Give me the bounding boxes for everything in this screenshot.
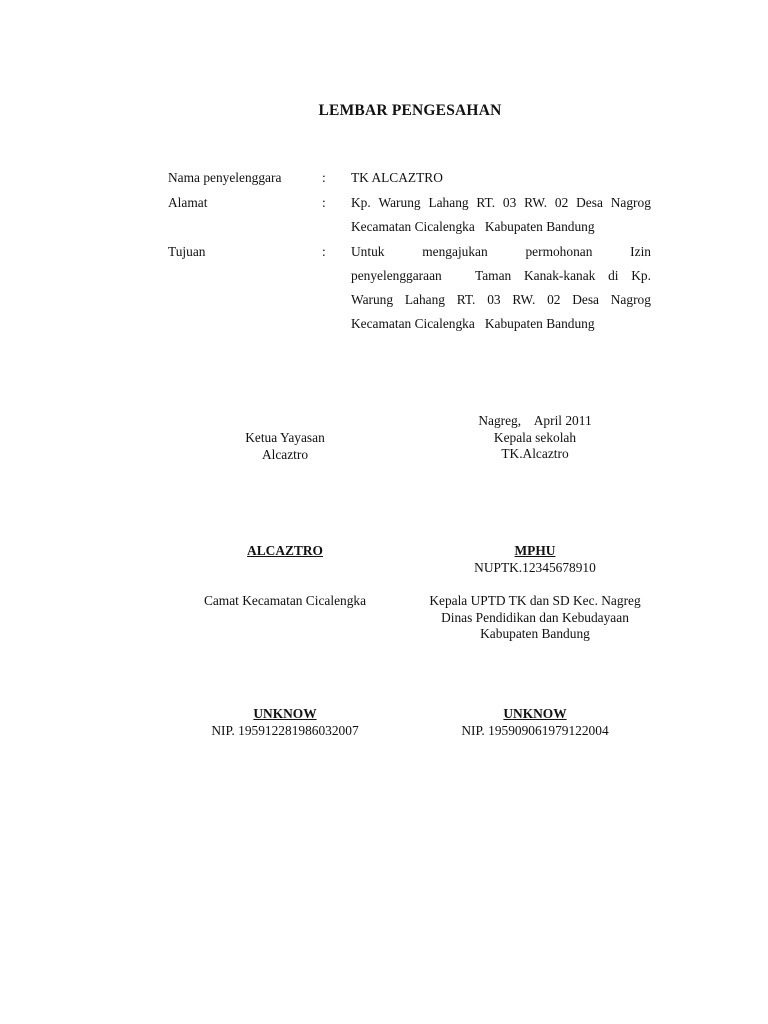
word: RT. (476, 195, 496, 210)
word: 03 (487, 292, 501, 307)
word: Kanak-kanak (523, 268, 596, 283)
role-line: Alcaztro (261, 446, 309, 462)
word: 03 (502, 195, 517, 210)
justified-line (351, 244, 651, 260)
signatory-name-camat (185, 706, 385, 739)
field-value-organizer: TK ALCAZTRO (351, 170, 443, 185)
word: Kp. (351, 195, 371, 210)
role-line: Dinas Pendidikan dan Kebudayaan (441, 609, 629, 625)
word: Nagrog (610, 292, 651, 307)
word: 02 (554, 195, 569, 210)
role-line: TK.Alcaztro (501, 446, 569, 461)
justified-line (351, 195, 651, 211)
field-label-purpose: Tujuan (168, 244, 206, 259)
role-line: Ketua Yayasan (245, 430, 325, 445)
word: mengajukan (422, 244, 488, 259)
word: Izin (630, 244, 651, 259)
signatory-name: MPHU (514, 543, 556, 558)
word: Lahang (428, 195, 469, 210)
word: Kp. (631, 268, 651, 283)
word: RT. (456, 292, 476, 307)
field-colon: : (322, 170, 326, 185)
signature-block-uptd (420, 593, 650, 643)
document-title: LEMBAR PENGESAHAN (318, 102, 502, 119)
word: Desa (572, 292, 599, 307)
field-label-address: Alamat (168, 195, 208, 210)
role-line: Camat Kecamatan Cicalengka (203, 593, 367, 608)
field-value-purpose-line-4 (351, 316, 651, 332)
signature-block-headmaster (420, 413, 650, 463)
field-value-purpose-line-1 (351, 244, 651, 260)
word: permohonan (525, 244, 593, 259)
signatory-name-chairman (185, 543, 385, 560)
word: Warung (351, 292, 394, 307)
phrase (475, 268, 651, 284)
signatory-name-headmaster (420, 543, 650, 576)
word: RW. (512, 292, 536, 307)
word: RW. (524, 195, 548, 210)
word: Warung (378, 195, 421, 210)
word: Nagrog (610, 195, 651, 210)
field-label-organizer: Nama penyelenggara (168, 170, 282, 185)
word: Untuk (351, 244, 385, 259)
field-value-purpose-line-2 (351, 268, 651, 284)
word: 02 (547, 292, 561, 307)
purpose-line-4-text: Kecamatan Cicalengka Kabupaten Bandung (351, 316, 595, 331)
word: penyelenggaraan (351, 268, 442, 283)
signatory-name: ALCAZTRO (247, 543, 323, 558)
signatory-name: UNKNOW (503, 706, 567, 721)
justified-line (351, 268, 651, 284)
field-value-address-line-1 (351, 195, 651, 211)
justified-line (351, 292, 651, 308)
place-date: Nagreg, April 2011 (478, 413, 592, 428)
signatory-name-uptd (420, 706, 650, 739)
word: Lahang (404, 292, 445, 307)
role-line: Kabupaten Bandung (480, 626, 590, 641)
signature-block-chairman (185, 430, 385, 463)
field-value-address-line-2 (351, 219, 651, 235)
signature-block-camat (185, 593, 385, 610)
role-line: Kepala sekolah (493, 429, 577, 445)
field-value-purpose-line-3 (351, 292, 651, 308)
signatory-name: UNKNOW (253, 706, 317, 721)
field-colon: : (322, 244, 326, 259)
word: Desa (576, 195, 603, 210)
signatory-id: NIP. 195912281986032007 (211, 722, 359, 738)
address-line-2-text: Kecamatan Cicalengka Kabupaten Bandung (351, 219, 595, 234)
signatory-id: NIP. 195909061979122004 (461, 722, 609, 738)
word: di (608, 268, 619, 283)
signatory-id: NUPTK.12345678910 (474, 559, 596, 575)
word: Taman (475, 268, 512, 283)
role-line: Kepala UPTD TK dan SD Kec. Nagreg (429, 593, 641, 608)
field-colon: : (322, 195, 326, 210)
